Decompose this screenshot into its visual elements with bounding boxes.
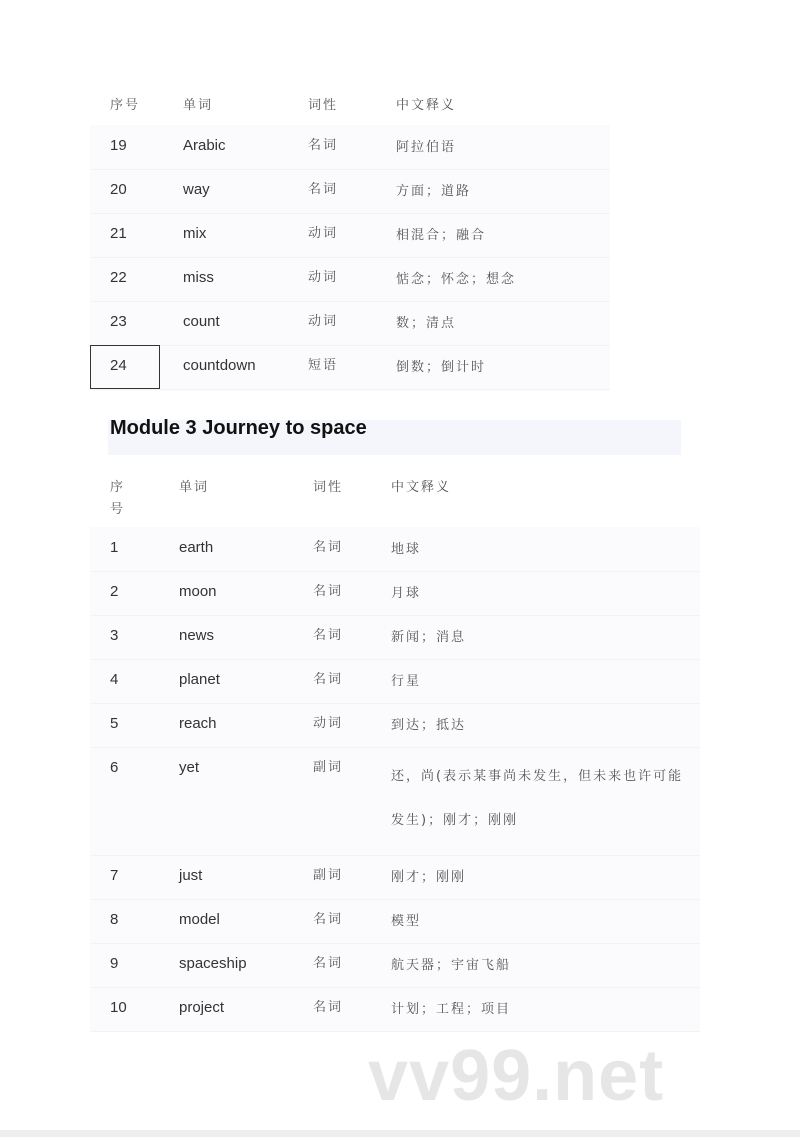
row-word: just [179, 867, 203, 884]
row-word: reach [179, 715, 217, 732]
row-meaning: 月球 [391, 586, 422, 601]
table-row [90, 345, 610, 390]
row-number: 3 [110, 627, 119, 644]
table-row [90, 257, 610, 302]
row-meaning: 地球 [391, 542, 422, 557]
header-word: 单词 [179, 480, 210, 495]
row-pos: 动词 [308, 226, 339, 241]
row-meaning: 行星 [391, 674, 422, 689]
row-pos: 名词 [313, 584, 344, 599]
row-number: 1 [110, 539, 119, 556]
row-pos: 动词 [308, 314, 339, 329]
row-meaning: 到达；抵达 [391, 718, 467, 733]
module-heading-text: Module 3 Journey to space [110, 417, 367, 439]
selected-cell-outline [90, 345, 160, 389]
watermark: vv99.net [368, 1036, 665, 1116]
row-word: mix [183, 225, 207, 242]
vocab-table-1 [90, 125, 610, 391]
row-meaning: 相混合；融合 [396, 228, 487, 243]
table-row [90, 527, 700, 572]
table-row [90, 169, 610, 214]
row-pos: 名词 [313, 540, 344, 555]
header-pos: 词性 [313, 480, 344, 495]
row-word: project [179, 999, 225, 1016]
row-number: 20 [110, 181, 127, 198]
row-meaning: 惦念；怀念；想念 [396, 272, 517, 287]
table-row [90, 899, 700, 944]
row-word: moon [179, 583, 217, 600]
row-meaning: 模型 [391, 914, 422, 929]
row-number: 10 [110, 999, 127, 1016]
row-pos: 名词 [313, 672, 344, 687]
row-word: countdown [183, 357, 256, 374]
row-pos: 名词 [313, 1000, 344, 1015]
module-heading [108, 417, 681, 455]
table-row [90, 571, 700, 616]
row-word: spaceship [179, 955, 247, 972]
row-meaning: 刚才；刚刚 [391, 870, 467, 885]
row-number: 8 [110, 911, 119, 928]
table-row [90, 213, 610, 258]
row-pos: 名词 [308, 138, 339, 153]
row-pos: 名词 [313, 956, 344, 971]
row-pos: 名词 [313, 628, 344, 643]
row-meaning: 数；清点 [396, 316, 457, 331]
table-row [90, 703, 700, 748]
table-row [90, 747, 700, 856]
row-meaning: 方面；道路 [396, 184, 472, 199]
row-word: Arabic [183, 137, 226, 154]
row-pos: 副词 [313, 868, 344, 883]
row-meaning: 新闻；消息 [391, 630, 467, 645]
row-meaning: 阿拉伯语 [396, 140, 457, 155]
row-number: 24 [110, 357, 127, 374]
row-pos: 动词 [313, 716, 344, 731]
row-word: miss [183, 269, 214, 286]
vocab-table-2 [90, 527, 700, 1031]
row-number: 7 [110, 867, 119, 884]
row-pos: 名词 [313, 912, 344, 927]
row-number: 2 [110, 583, 119, 600]
row-word: count [183, 313, 220, 330]
table-row [90, 943, 700, 988]
table-row [90, 301, 610, 346]
row-number: 23 [110, 313, 127, 330]
row-pos: 名词 [308, 182, 339, 197]
row-number: 5 [110, 715, 119, 732]
header-pos: 词性 [308, 98, 339, 113]
row-number: 9 [110, 955, 119, 972]
row-word: planet [179, 671, 220, 688]
table-row [90, 125, 610, 170]
header-number: 序号 [110, 98, 141, 113]
row-pos: 短语 [308, 358, 339, 373]
row-meaning: 倒数；倒计时 [396, 360, 487, 375]
row-number: 6 [110, 759, 119, 776]
header-meaning: 中文释义 [396, 98, 457, 113]
row-word: news [179, 627, 215, 644]
row-number: 22 [110, 269, 127, 286]
row-number: 4 [110, 671, 119, 688]
table-row [90, 615, 700, 660]
row-number: 19 [110, 137, 127, 154]
table-row [90, 987, 700, 1032]
row-meaning: 还，尚(表示某事尚未发生，但未来也许可能发生)；刚才；刚刚 [391, 769, 684, 828]
table-row [90, 659, 700, 704]
row-word: model [179, 911, 220, 928]
row-meaning: 计划；工程；项目 [391, 1002, 512, 1017]
header-number: 序号 [110, 480, 126, 517]
header-meaning: 中文释义 [391, 480, 452, 495]
table-row [90, 855, 700, 900]
row-word: yet [179, 759, 200, 776]
row-word: way [183, 181, 210, 198]
row-number: 21 [110, 225, 127, 242]
row-meaning: 航天器；宇宙飞船 [391, 958, 512, 973]
row-word: earth [179, 539, 214, 556]
row-pos: 动词 [308, 270, 339, 285]
page-bottom-edge [0, 1130, 800, 1137]
header-word: 单词 [183, 98, 214, 113]
row-pos: 副词 [313, 760, 344, 775]
